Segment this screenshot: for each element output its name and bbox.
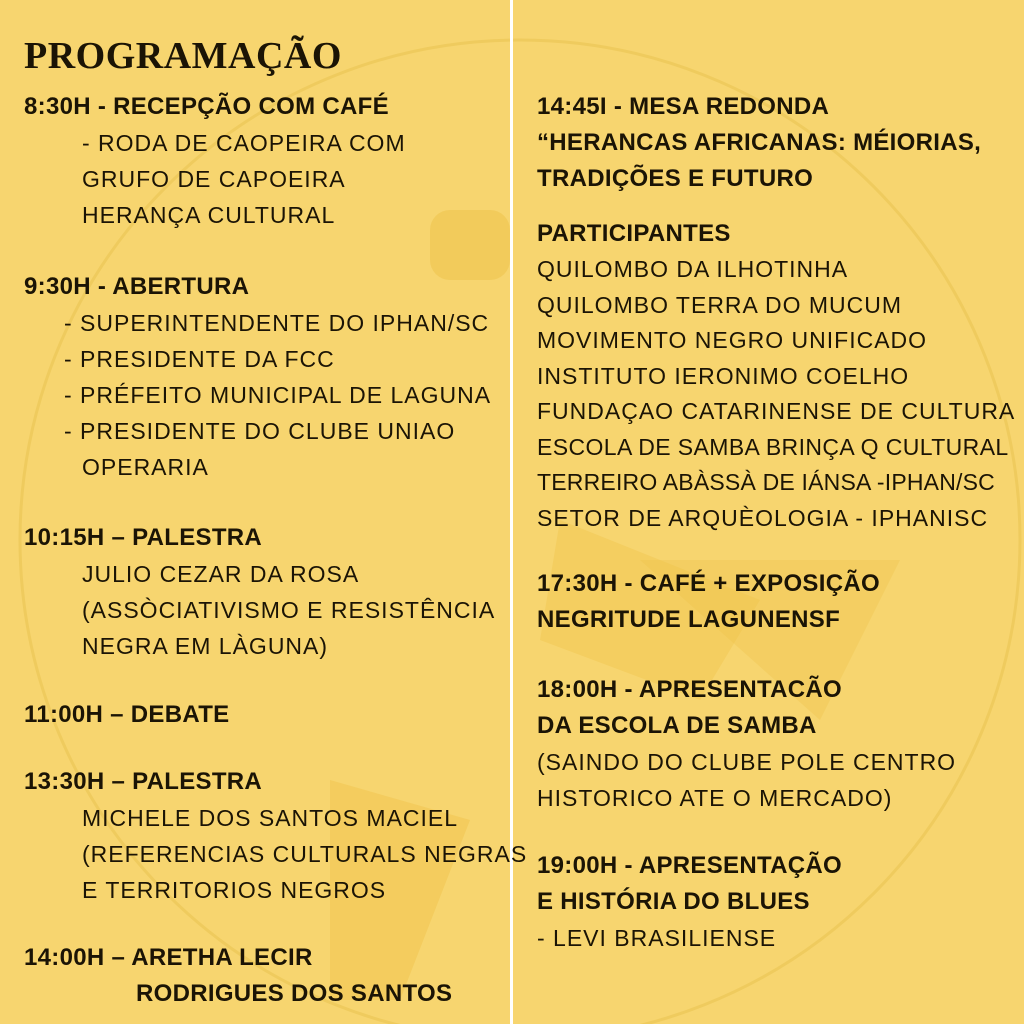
item-line: - PRÉFEITO MUNICIPAL DE LAGUNA <box>64 382 492 408</box>
item-heading: 17:30H - CAFÉ + EXPOSIÇÃO <box>537 570 880 597</box>
schedule-item-1100 <box>24 697 229 733</box>
item-line: - RODA DE CAOPEIRA COM <box>82 130 406 156</box>
schedule-item-0930 <box>24 269 491 485</box>
schedule-item-1730 <box>537 566 880 638</box>
item-line: GRUFO DE CAPOEIRA <box>82 166 346 192</box>
item-line: HISTORICO ATE O MERCADO) <box>537 785 893 811</box>
item-heading-cont: NEGRITUDE LAGUNENSF <box>537 606 841 633</box>
item-line: (ASSÒCIATIVISMO E RESISTÊNCIA <box>82 597 496 623</box>
participant-item: QUILOMBO TERRA DO MUCUM <box>537 291 903 318</box>
item-heading: 19:00H - APRESENTAÇÃO <box>537 852 843 879</box>
participant-item: INSTITUTO IERONIMO COELHO <box>537 362 910 389</box>
participant-item: MOVIMENTO NEGRO UNIFICADO <box>537 327 928 353</box>
item-heading: 18:00H - APRESENTACÃO <box>537 676 843 703</box>
item-line: E TERRITORIOS NEGROS <box>82 877 387 903</box>
participants-list <box>537 216 1015 536</box>
item-heading-cont: “HERANCAS AFRICANAS: MÉIORIAS, <box>537 129 982 156</box>
schedule-item-1800 <box>537 672 956 816</box>
schedule-item-0830 <box>24 89 406 233</box>
schedule-item-1445 <box>537 89 981 197</box>
item-line: - SUPERINTENDENTE DO IPHAN/SC <box>64 310 490 336</box>
item-line: NEGRA EM LÀGUNA) <box>82 633 329 659</box>
item-heading: 8:30H - RECEPÇÃO COM CAFÉ <box>24 93 389 120</box>
schedule-item-1900 <box>537 848 842 956</box>
item-heading: 9:30H - ABERTURA <box>24 273 250 300</box>
item-heading: 10:15H – PALESTRA <box>24 524 263 551</box>
item-heading: 14:00H – ARETHA LECIR <box>24 944 313 971</box>
item-line: HERANÇA CULTURAL <box>82 202 336 228</box>
participant-item: TERREIRO ABÀSSÀ DE IÁNSA -IPHAN/SC <box>537 469 995 495</box>
schedule-item-1015 <box>24 520 495 664</box>
item-line: JULIO CEZAR DA ROSA <box>82 561 360 587</box>
item-line: - LEVI BRASILIENSE <box>537 925 777 951</box>
item-heading: 14:45I - MESA REDONDA <box>537 93 830 120</box>
participant-item: ESCOLA DE SAMBA BRINÇA Q CULTURAL <box>537 433 1009 460</box>
participants-heading: PARTICIPANTES <box>537 220 731 247</box>
participant-item: QUILOMBO DA ILHOTINHA <box>537 256 849 282</box>
item-heading-cont: DA ESCOLA DE SAMBA <box>537 712 817 739</box>
item-heading-cont: TRADIÇÕES E FUTURO <box>537 165 814 192</box>
item-line: OPERARIA <box>82 454 209 480</box>
item-heading: 11:00H – DEBATE <box>24 701 230 728</box>
item-line: (SAINDO DO CLUBE POLE CENTRO <box>537 749 957 775</box>
page-title: PROGRAMAÇÃO <box>24 35 342 77</box>
item-line: - PRESIDENTE DO CLUBE UNIAO <box>64 418 456 444</box>
item-line: (REFERENCIAS CULTURALS NEGRAS <box>82 841 528 867</box>
item-heading-cont: E HISTÓRIA DO BLUES <box>537 888 810 915</box>
item-line: - PRESIDENTE DA FCC <box>64 346 335 372</box>
schedule-item-1330 <box>24 764 527 908</box>
participant-item: FUNDAÇAO CATARINENSE DE CULTURA <box>537 398 1016 424</box>
item-line: MICHELE DOS SANTOS MACIEL <box>82 805 459 831</box>
item-heading-cont: RODRIGUES DOS SANTOS <box>136 980 453 1007</box>
participant-item: SETOR DE ARQUÈOLOGIA - IPHANISC <box>537 504 989 531</box>
schedule-item-1400 <box>24 940 452 1012</box>
item-heading: 13:30H – PALESTRA <box>24 768 263 795</box>
